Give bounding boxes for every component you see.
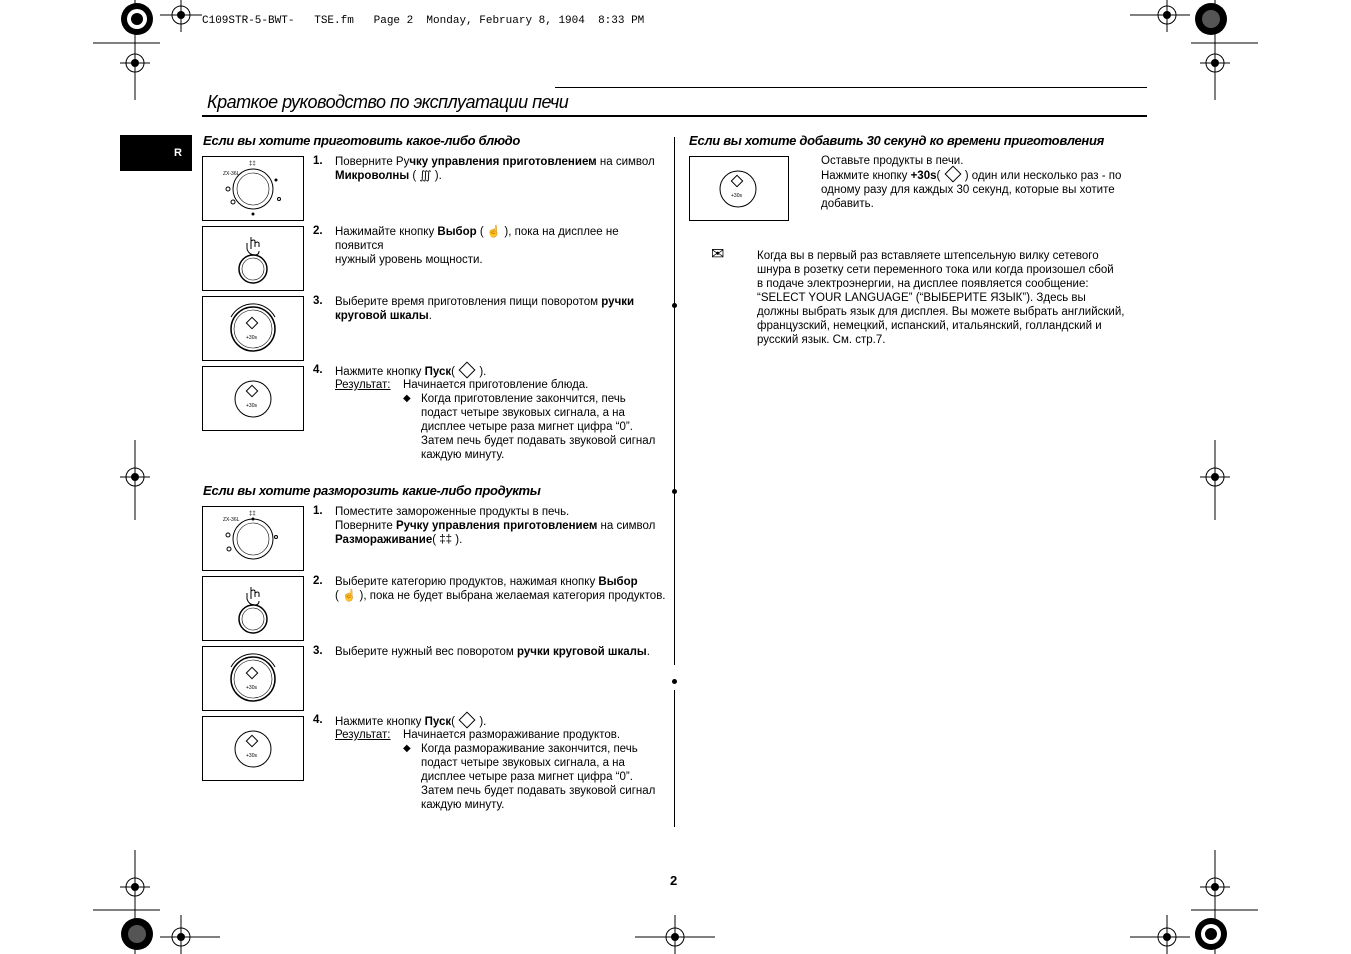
bullet-icon: ◆ — [403, 743, 411, 754]
bullet-icon: ◆ — [403, 393, 411, 404]
column-divider — [674, 137, 675, 665]
cook-step2-text: Нажимайте кнопку Выбор ( ☝ ), пока на дисплее не появится нужный уровень мощности. — [335, 226, 619, 266]
dial-knob-illustration — [202, 646, 304, 711]
hand-press-icon — [203, 227, 303, 290]
add30-text: Оставьте продукты в печи. Нажмите кнопку +30s( ) один или несколько раз - по одному разу для каждых 30 секунд, которые вы хотите добавить. — [821, 155, 1122, 210]
cook-heading: Если вы хотите приготовить какое-либо блюдо — [203, 133, 521, 148]
defrost-result-label: Результат: — [335, 729, 391, 741]
start-button-illustration — [202, 716, 304, 781]
divider-dot — [672, 489, 677, 494]
page-number: 2 — [670, 873, 678, 888]
svg-text:‡‡: ‡‡ — [249, 511, 256, 517]
divider-dot — [672, 679, 677, 684]
start-button-icon — [690, 157, 788, 220]
dial-knob-icon — [203, 297, 303, 360]
defrost-note: Когда размораживание закончится, печь подаст четыре звуковых сигнала, а на дисплее четыре раза мигнет цифра “0”. Затем печь будет подавать звуковой сигнал каждую минуту. — [421, 743, 656, 811]
dial-knob-icon — [203, 647, 303, 710]
defrost-step4-text: Нажмите кнопку Пуск( ). — [335, 714, 670, 729]
cook-step1-number: 1. — [313, 155, 323, 167]
defrost-step4-number: 4. — [313, 714, 323, 726]
defrost-step1-text: Поместите замороженные продукты в печь. Поверните Ручку управления приготовлением на символ Размораживание( ‡‡ ). — [335, 506, 656, 546]
defrost-icon: ‡‡ — [439, 534, 453, 546]
language-tab — [120, 135, 192, 171]
language-tab-label: R — [174, 147, 182, 159]
cook-result-label: Результат: — [335, 379, 391, 391]
dial-knob-illustration — [202, 296, 304, 361]
select-icon: ☝ — [486, 226, 502, 238]
start-icon — [459, 362, 476, 379]
select-button-illustration — [202, 576, 304, 641]
cook-note: Когда приготовление закончится, печь подаст четыре звуковых сигнала, а на дисплее четыре раза мигнет цифра “0”. Затем печь будет подавать звуковой сигнал каждую минуту. — [421, 393, 656, 461]
cook-step4-number: 4. — [313, 364, 323, 376]
add30-heading: Если вы хотите добавить 30 секунд ко времени приготовления — [689, 133, 1104, 148]
title-top-rule — [555, 87, 1147, 88]
control-panel-dial-illustration — [202, 506, 304, 571]
page-title: Краткое руководство по эксплуатации печи — [207, 92, 569, 112]
plus30-label: +30s — [246, 335, 257, 341]
svg-text:ZX-36L: ZX-36L — [223, 517, 240, 523]
cook-step1-text: Поверните Ручку управления приготовлением на символ Микроволны ( ∭ ). — [335, 156, 655, 182]
defrost-step2-number: 2. — [313, 575, 323, 587]
cook-step2-number: 2. — [313, 225, 323, 237]
cook-step3-number: 3. — [313, 295, 323, 307]
svg-text:+30s: +30s — [246, 403, 257, 409]
defrost-step3-text: Выберите нужный вес поворотом ручки круговой шкалы. — [335, 646, 650, 658]
divider-dot — [672, 303, 677, 308]
defrost-result-text: Начинается размораживание продуктов. — [403, 729, 621, 741]
file-info: C109STR-5-BWT- TSE.fm Page 2 Monday, February 8, 1904 8:33 PM — [202, 15, 645, 27]
cook-step3-text: Выберите время приготовления пищи поворотом ручки круговой шкалы. — [335, 296, 635, 322]
start-button-illustration — [202, 366, 304, 431]
defrost-heading: Если вы хотите разморозить какие-либо продукты — [203, 483, 541, 498]
svg-text:+30s: +30s — [246, 685, 257, 691]
language-note: Когда вы в первый раз вставляете штепсельную вилку сетевого шнура в розетку сети переменного тока или когда произошел сбой в подаче электроэнергии, на дисплее появляется сообщение: “SELECT YOUR LANGUAGE” (“ВЫБЕРИТЕ ЯЗЫК”). Здесь вы должны выбрать язык для дисплея. Вы можете выбрать английский, французский, немецкий, испанский, итальянский, голландский и русский язык. См. стр.7. — [757, 250, 1125, 346]
defrost-step2-text: Выберите категорию продуктов, нажимая кнопку Выбор ( ☝ ), пока не будет выбрана желаемая категория продуктов. — [335, 576, 666, 602]
start-button-illustration — [689, 156, 789, 221]
select-button-illustration — [202, 226, 304, 291]
defrost-step3-number: 3. — [313, 645, 323, 657]
svg-text:+30s: +30s — [246, 753, 257, 759]
hand-press-icon — [203, 577, 303, 640]
microwave-icon: ∭ — [419, 170, 432, 182]
cook-step4-text: Нажмите кнопку Пуск( ). — [335, 364, 670, 379]
start-icon — [459, 712, 476, 729]
select-icon: ☝ — [342, 590, 357, 602]
dial-top-label: ZX-36L — [223, 171, 240, 177]
cook-result-text: Начинается приготовление блюда. — [403, 379, 589, 391]
title-rule — [202, 115, 1147, 117]
column-divider-lower — [674, 690, 675, 827]
dial-icon — [203, 507, 303, 570]
start-button-icon — [203, 717, 303, 780]
control-panel-dial-illustration — [202, 156, 304, 221]
svg-text:+30s: +30s — [731, 193, 742, 199]
svg-text:‡‡: ‡‡ — [249, 161, 256, 167]
start-button-icon — [203, 367, 303, 430]
start-icon — [944, 166, 961, 183]
defrost-step1-number: 1. — [313, 505, 323, 517]
envelope-icon: ✉ — [711, 246, 725, 263]
dial-icon — [203, 157, 303, 220]
